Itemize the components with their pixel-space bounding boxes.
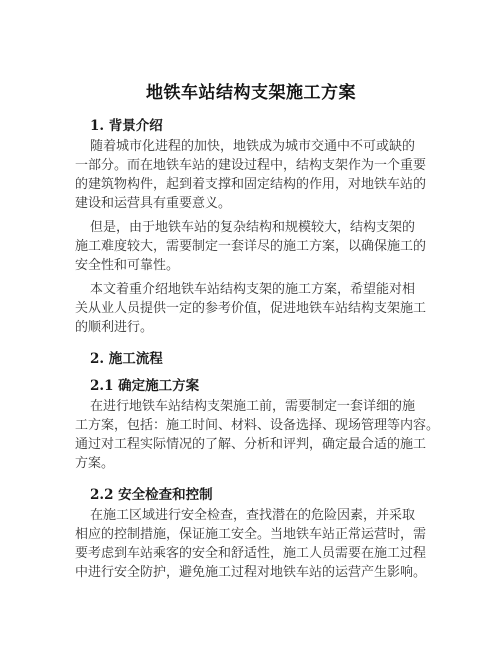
paragraph-line: 安全性和可靠性。 [75,258,180,273]
paragraph-line: 在施工区域进行安全检查，查找潜在的危险因素，并采取 [90,508,416,523]
paragraph-line: 中进行安全防护，避免施工过程对地铁车站的运营产生影响。 [75,565,427,580]
paragraph-line: 相应的控制措施，保证施工安全。当地铁车站正常运营时，需 [75,527,427,542]
paragraph-line: 的顺利进行。 [75,320,154,335]
paragraph-line: 施工难度较大，需要制定一套详尽的施工方案，以确保施工的 [75,239,427,254]
paragraph-line: 要考虑到车站乘客的安全和舒适性，施工人员需要在施工过程 [75,546,427,561]
section-2-heading: 2. 施工流程 [90,351,163,367]
subsection-2-2-heading: 2.2 安全检查和控制 [90,487,213,503]
paragraph-line: 随着城市化进程的加快，地铁成为城市交通中不可或缺的 [90,139,416,154]
paragraph-line: 方案。 [75,456,115,471]
paragraph-line: 关从业人员提供一定的参考价值，促进地铁车站结构支架施工 [75,301,427,316]
paragraph-line: 在进行地铁车站结构支架施工前，需要制定一套详细的施 [90,399,416,414]
paragraph-line: 但是，由于地铁车站的复杂结构和规模较大，结构支架的 [90,220,416,235]
paragraph-line: 工方案，包括：施工时间、材料、设备选择、现场管理等内容。 [75,418,440,433]
paragraph-line: 的建筑物构件，起到着支撑和固定结构的作用，对地铁车站的 [75,177,427,192]
paragraph-line: 一部分。而在地铁车站的建设过程中，结构支架作为一个重要 [75,158,427,173]
document-title: 地铁车站结构支架施工方案 [146,83,356,103]
subsection-2-1-heading: 2.1 确定施工方案 [90,378,200,394]
paragraph-line: 本文着重介绍地铁车站结构支架的施工方案，希望能对相 [90,282,416,297]
paragraph-line: 通过对工程实际情况的了解、分析和评判，确定最合适的施工 [75,437,427,452]
section-1-heading: 1. 背景介绍 [90,118,163,134]
paragraph-line: 建设和运营具有重要意义。 [75,196,232,211]
